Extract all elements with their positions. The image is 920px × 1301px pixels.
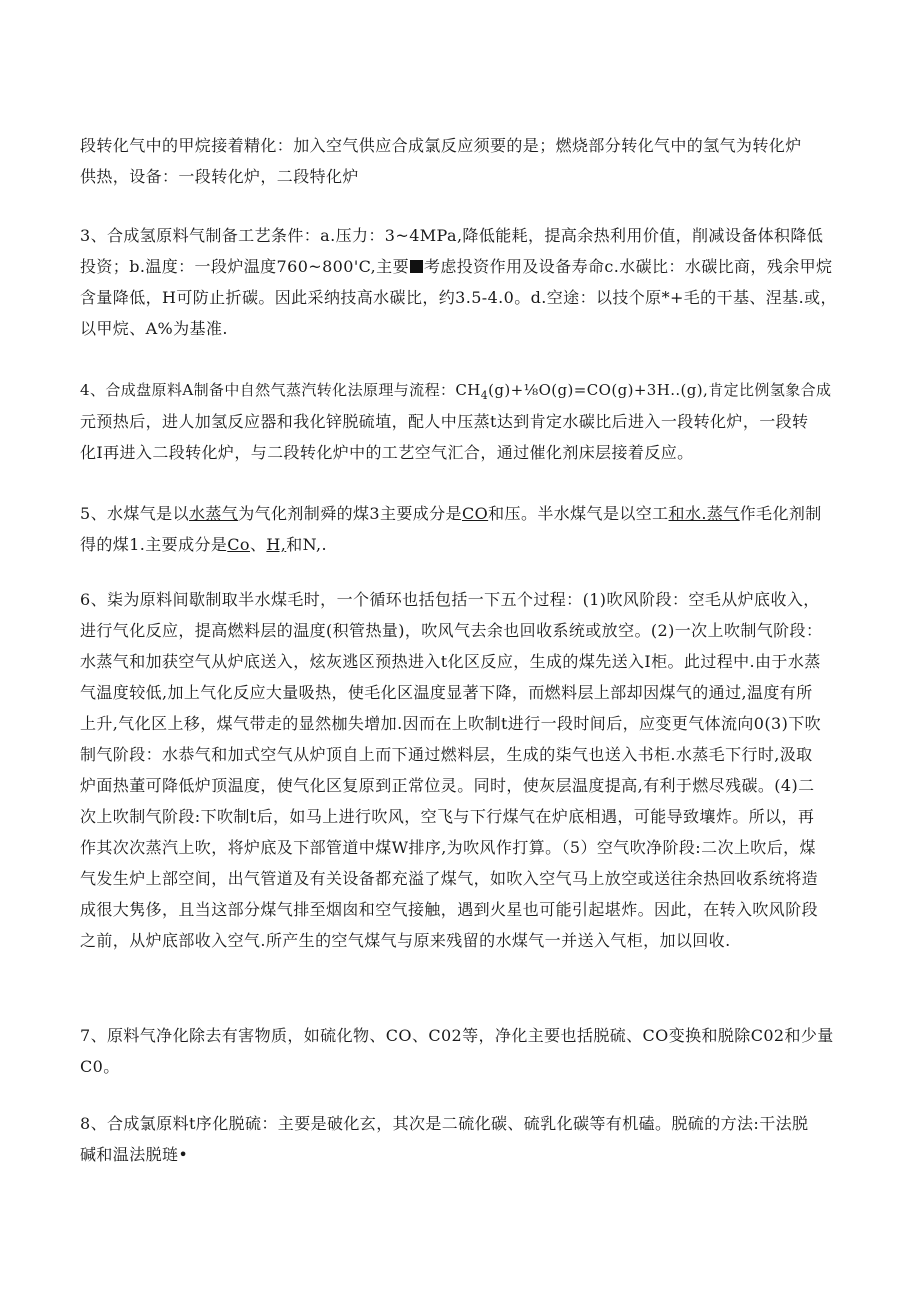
text-line: 3、合成氢原料气制备工艺条件：a.压力：3~4MPa,降低能耗，提高余热利用价值，削减设备体积降低 — [80, 226, 824, 245]
text-line: 进行气化反应，提高燃料层的温度(积管热量)，吹风气去余也回收系统或放空。(2)一次上吹制气阶段： — [80, 621, 823, 640]
text-span: 得的煤1.主要成分是 — [80, 535, 228, 554]
text-line: 段转化气中的甲烷接着精化：加入空气供应合成氯反应须要的是；燃烧部分转化气中的氢气为转化炉 — [80, 136, 802, 155]
text-line — [80, 251, 840, 282]
text-line: 炉面热董可降低炉顶温度，使气化区复原到正常位灵。同时，使灰层温度提高,有利于燃尽残碳。(4)二 — [80, 776, 815, 795]
text-line — [80, 375, 840, 406]
paragraph-2 — [80, 220, 840, 344]
paragraph-6 — [80, 1020, 840, 1082]
paragraph-1 — [80, 130, 840, 192]
subscript: 4 — [480, 389, 489, 402]
black-square-glyph — [410, 260, 423, 273]
text-line — [80, 529, 840, 560]
paragraph-7 — [80, 1108, 840, 1170]
text-span: 投资；b.温度：一段炉温度760~800'C,主要 — [80, 257, 409, 276]
text-span: (g)+⅛O(g)=CO(g)+3H..(g),肯定比例氢象合成 — [488, 381, 832, 399]
underlined-term: Co — [227, 535, 250, 554]
text-span: 和压。半水煤气是以空工 — [488, 504, 669, 523]
text-line: C0。 — [80, 1057, 120, 1076]
text-line: 含量降低，H可防止折碳。因此采纳技高水碳比，约3.5-4.0。d.空途：以技个原*+毛的干基、涅基.或， — [80, 288, 837, 307]
text-line: 之前，从炉底部收入空气.所产生的空气煤气与原来残留的水煤气一并送入气柜，加以回收. — [80, 931, 731, 950]
text-line: 上升,气化区上移，煤气带走的显然枷失增加.因而在上吹制t进行一段时间后，应变更气体流向0(3)下吹 — [80, 714, 822, 733]
text-line: 制气阶段：水恭气和加式空气从炉顶自上而下通过燃料层，生成的柒气也送入书柜.水蒸毛下行时,汲取 — [80, 745, 813, 764]
text-span: 和N,. — [286, 535, 327, 554]
text-line — [80, 498, 840, 529]
text-line: 水蒸气和加获空气从炉底送入，炫灰逃区预热进入t化区反应，生成的煤先送入I柜。此过程中.由于水蒸 — [80, 652, 821, 671]
text-line: 碱和温法脱琏• — [80, 1145, 189, 1164]
text-span: 作毛化剂制 — [739, 504, 822, 523]
text-line: 元预热后，进人加氢反应器和我化锌脱硫埴，配人中压蒸t达到肯定水碳比后进入一段转化炉，一段转 — [80, 412, 809, 431]
text-line: 化I再进入二段转化炉，与二段转化炉中的工艺空气汇合，通过催化剂床层接着反应。 — [80, 443, 694, 462]
text-line: 成很大隽侈，且当这部分煤气排至烟囱和空气接触，遇到火星也可能引起堪炸。因此，在转入吹风阶段 — [80, 900, 819, 919]
text-line: 8、合成氯原料t序化脱硫：主要是破化玄，其次是二硫化碳、硫乳化碳等有机磕。脱硫的方法:干法脱 — [80, 1114, 809, 1133]
text-line: 7、原料气净化除去有害物质，如硫化物、CO、C02等，净化主要也括脱硫、CO变换和脱除C02和少量 — [80, 1026, 834, 1045]
text-span: 、 — [249, 535, 267, 554]
paragraph-3 — [80, 375, 840, 468]
text-line: 作其次次蒸汽上吹，将炉底及下部管道中煤W排序,为吹风作打算。（5）空气吹净阶段:二次上吹后，煤 — [80, 838, 816, 857]
text-span: 为气化剂制舜的煤3主要成分是 — [238, 504, 462, 523]
text-line: 气温度较低,加上气化反应大量吸热，使毛化区温度显著下降，而燃料层上部却因煤气的通过,温度有所 — [80, 683, 813, 702]
text-span: 5、水煤气是以 — [80, 504, 189, 523]
text-span: 考虑投资作用及设备寿命c.水碳比：水碳比商，残余甲烷 — [423, 257, 833, 276]
text-span: 4、合成盘原料A制备中自然气蒸汽转化法原理与流程：CH — [80, 381, 481, 399]
underlined-term: 和水.蒸气 — [668, 504, 740, 523]
text-line: 以甲烷、A%为基准. — [80, 319, 228, 338]
text-line: 气发生炉上部空间，出气管道及有关设备都充溢了煤气，如吹入空气马上放空或送往余热回收系统将造 — [80, 869, 819, 888]
underlined-term: 水蒸气 — [188, 504, 239, 523]
underlined-term: CO — [461, 504, 489, 523]
underlined-term: H, — [266, 535, 287, 554]
text-line: 6、柒为原料间歇制取半水煤毛时，一个循环也括包括一下五个过程：(1)吹风阶段：空毛从炉底收入， — [80, 590, 820, 609]
text-line: 次上吹制气阶段:下吹制t后，如马上进行吹风，空飞与下行煤气在炉底相遇，可能导致壤炸。所以，再 — [80, 807, 815, 826]
text-line: 供热，设备：一段转化炉，二段特化炉 — [80, 167, 359, 186]
paragraph-4 — [80, 498, 840, 560]
paragraph-5 — [80, 584, 840, 956]
